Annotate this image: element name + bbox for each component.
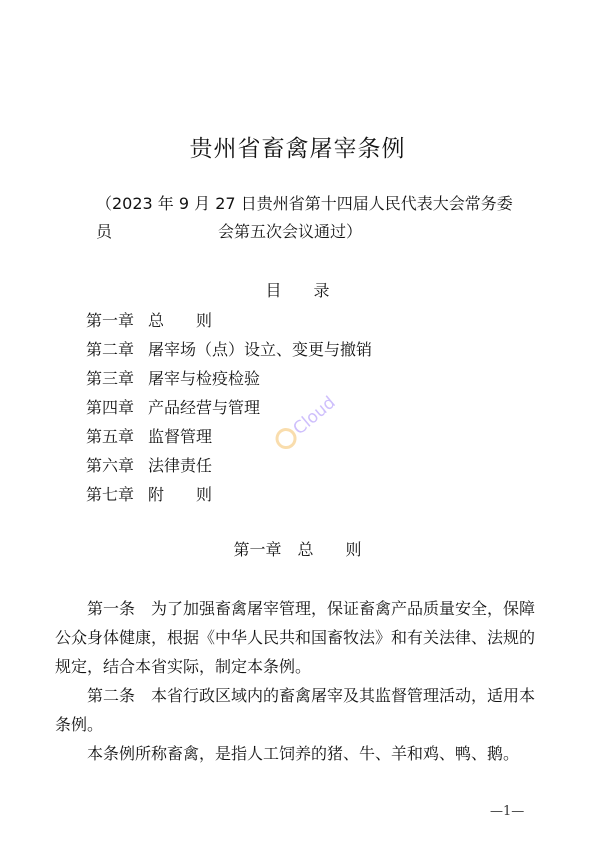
toc-item-number: 第七章 xyxy=(86,485,135,504)
toc-item-title: 屠宰与检疫检验 xyxy=(148,369,261,388)
toc-item-title: 产品经营与管理 xyxy=(148,398,261,417)
toc-item-number: 第六章 xyxy=(86,456,135,475)
toc-item xyxy=(86,480,526,509)
toc-item-title: 屠宰场（点）设立、变更与撤销 xyxy=(148,340,373,359)
page-number: —1— xyxy=(490,804,525,819)
table-of-contents xyxy=(86,306,526,509)
toc-item-title: 总 则 xyxy=(148,311,213,330)
toc-item-number: 第四章 xyxy=(86,398,135,417)
article-2-line2: 条例。 xyxy=(55,715,104,734)
toc-item xyxy=(86,422,526,451)
toc-item-title: 附 则 xyxy=(148,485,213,504)
chapter-body xyxy=(55,594,535,768)
toc-item-title: 法律责任 xyxy=(148,456,213,475)
chapter-heading: 第一章 总 则 xyxy=(233,540,362,559)
toc-item xyxy=(86,364,526,393)
article-1-line1: 第一条 为了加强畜禽屠宰管理，保证畜禽产品质量安全，保障 xyxy=(87,599,536,618)
toc-heading: 目 录 xyxy=(265,281,330,300)
toc-item-number: 第二章 xyxy=(86,340,135,359)
toc-item xyxy=(86,335,526,364)
toc-item xyxy=(86,393,526,422)
toc-item-title: 监督管理 xyxy=(148,427,213,446)
document-title: 贵州省畜禽屠宰条例 xyxy=(189,136,406,162)
toc-item-number: 第一章 xyxy=(86,311,135,330)
toc-item xyxy=(86,306,526,335)
article-2-line1: 第二条 本省行政区域内的畜禽屠宰及其监督管理活动，适用本 xyxy=(87,686,536,705)
article-2-definition: 本条例所称畜禽，是指人工饲养的猪、牛、羊和鸡、鸭、鹅。 xyxy=(87,744,520,763)
adoption-note-line1: （2023 年 9 月 27 日贵州省第十四届人民代表大会常务委员 xyxy=(96,194,513,241)
toc-item-number: 第五章 xyxy=(86,427,135,446)
article-1-line2: 公众身体健康，根据《中华人民共和国畜牧法》和有关法律、法规的 xyxy=(55,628,536,647)
toc-item xyxy=(86,451,526,480)
watermark-text: Cloud xyxy=(289,392,340,440)
toc-item-number: 第三章 xyxy=(86,369,135,388)
adoption-note-line2: 会第五次会议通过） xyxy=(218,222,363,241)
article-1-line3: 规定，结合本省实际，制定本条例。 xyxy=(55,657,312,676)
